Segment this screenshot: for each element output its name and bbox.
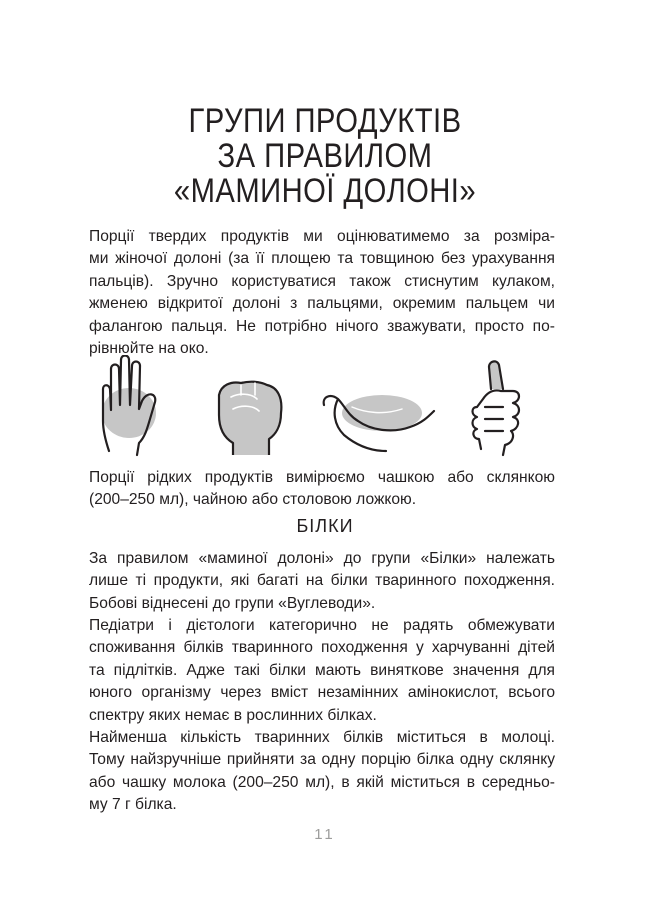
protein-paragraph-3 (63, 727, 555, 817)
title-line: «МАМИНОЇ ДОЛОНІ» (173, 172, 477, 210)
text-line: ми жіночої долоні (за її площею та товщиною без урахування (89, 250, 555, 268)
text-line: фалангою пальця. Не потрібно нічого зважувати, просто по- (89, 317, 555, 335)
thumb-icon (463, 355, 533, 465)
liquids-paragraph (63, 467, 555, 512)
fist-icon (211, 355, 291, 465)
intro-paragraph (63, 226, 555, 360)
palm-icon (95, 355, 175, 465)
text-line: Найменша кількість тваринних білків міститься в молоці. (89, 729, 555, 746)
section-heading: БІЛКИ (296, 516, 354, 536)
text-line: спектру яких немає в рослинних білках. (89, 706, 377, 724)
text-line: пальців). Зручно користуватися також стиснутим кулаком, (89, 272, 555, 290)
text-line: За правилом «маминої долоні» до групи «Білки» належать (89, 550, 555, 567)
text-line: Бобові віднесені до групи «Вуглеводи». (89, 594, 376, 612)
text-line: юного організму через вміст незамінних амінокислот, всього (89, 684, 555, 702)
protein-paragraph-1 (63, 548, 555, 615)
page-title (46, 104, 605, 209)
text-line: або чашку молока (200–250 мл), в якій міститься в середньо- (89, 773, 555, 791)
text-line: (200–250 мл), чайною або столовою ложкою. (89, 491, 417, 509)
page-number: 11 (314, 826, 336, 843)
cupped-hand-icon (318, 355, 438, 465)
text-line: Тому найзручніше прийняти за одну порцію білка одну склянку (89, 751, 555, 769)
text-line: му 7 г білка. (89, 796, 177, 814)
title-line: ГРУПИ ПРОДУКТІВ (188, 102, 462, 140)
title-line: ЗА ПРАВИЛОМ (217, 137, 433, 175)
text-line: Педіатри і дієтологи категорично не радять обмежувати (89, 617, 555, 634)
text-line: Порції твердих продуктів ми оцінюватимемо за розміра- (89, 228, 555, 245)
text-line: жменею відкритої долоні з пальцями, окремим пальцем чи (89, 295, 555, 313)
text-line: споживання білків тваринного походження у харчуванні дітей (89, 639, 555, 657)
text-line: та підлітків. Адже такі білки мають виняткове значення для (89, 661, 555, 679)
text-line: лише ті продукти, які багаті на білки тваринного походження. (89, 572, 555, 590)
hand-portion-illustrations (63, 355, 563, 465)
protein-paragraph-2 (63, 615, 555, 727)
text-line: рівнюйте на око. (89, 340, 209, 358)
text-line: Порції рідких продуктів вимірюємо чашкою або склянкою (89, 469, 555, 486)
